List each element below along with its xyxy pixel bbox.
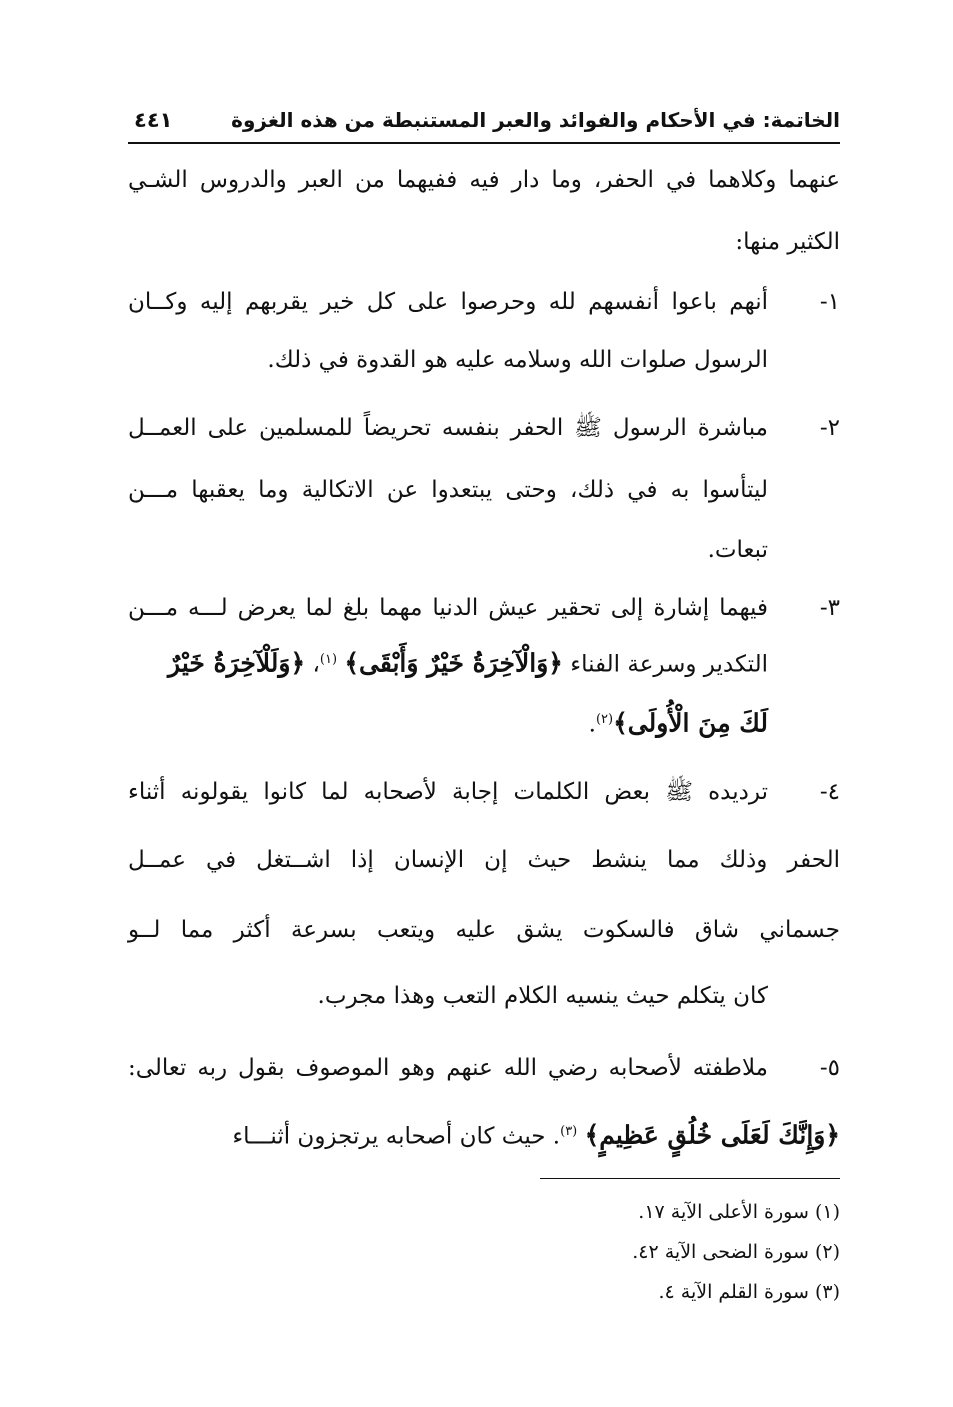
footnote-ref-2: (٢) xyxy=(595,712,614,727)
item-5-line-1: ملاطفته لأصحابه رضي الله عنهم وهو الموصوف بقول ربه تعالى: xyxy=(128,1055,768,1081)
footnote-2: (٢) سورة الضحى الآية ٤٢. xyxy=(632,1241,840,1263)
item-4-line-4: كان يتكلم حيث ينسيه الكلام التعب وهذا مجرب. xyxy=(317,983,768,1009)
item-3-line-3 xyxy=(589,690,768,750)
item-1-line-1: أنهم باعوا أنفسهم لله وحرصوا على كل خير يقربهم إليه وكــان xyxy=(128,289,768,315)
item-3-end: . xyxy=(588,711,596,738)
item-2-number: ٢- xyxy=(819,415,840,441)
item-1-line-2: الرسول صلوات الله وسلامه عليه هو القدوة في ذلك. xyxy=(267,347,768,373)
item-3-line-2 xyxy=(168,630,768,690)
quran-verse-3: ﴿وَإِنَّكَ لَعَلَى خُلُقٍ عَظِيمٍ﴾ xyxy=(584,1120,840,1150)
running-header xyxy=(128,104,840,144)
item-5-number: ٥- xyxy=(819,1055,840,1081)
quran-verse-1: ﴿وَالْآخِرَةُ خَيْرٌ وَأَبْقَى﴾ xyxy=(344,648,563,678)
item-2-line-1: مباشرة الرسول ﷺ الحفر بنفسه تحريضاً للمسلمين على العمــل xyxy=(128,415,768,441)
header-title: الخاتمة: في الأحكام والفوائد والعبر المستنبطة من هذه الغزوة xyxy=(231,108,840,132)
item-3-line-1: فيهما إشارة إلى تحقير عيش الدنيا مهما بلغ لما يعرض لـــه مـــن xyxy=(128,595,768,621)
item-4-line-2: الحفر وذلك مما ينشط حيث إن الإنسان إذا اشــتغل في عمــل xyxy=(128,847,840,873)
item-4-number: ٤- xyxy=(819,779,840,805)
footnote-1: (١) سورة الأعلى الآية ١٧. xyxy=(638,1201,840,1223)
intro-line-2: الكثير منها: xyxy=(735,229,840,255)
item-1-number: ١- xyxy=(819,289,840,315)
footnote-rule xyxy=(540,1178,840,1179)
item-4-line-1: ترديده ﷺ بعض الكلمات إجابة لأصحابه لما كانوا يقولونه أثناء xyxy=(128,779,768,805)
item-2-line-3: تبعات. xyxy=(707,537,768,563)
page-number: ٤٤١ xyxy=(134,108,173,132)
footnote-3: (٣) سورة القلم الآية ٤. xyxy=(658,1281,840,1303)
item-3-line-2-prefix: التكدير وسرعة الفناء xyxy=(570,651,768,678)
item-2-line-2: ليتأسوا به في ذلك، وحتى يبتعدوا عن الاتكالية وما يعقبها مـــن xyxy=(128,477,768,503)
item-5-line-2 xyxy=(128,1102,840,1162)
item-5-line-2-rest: . حيث كان أصحابه يرتجزون أثنـــاء xyxy=(232,1123,561,1150)
header-rule xyxy=(128,142,840,144)
intro-line-1: عنهما وكلاهما في الحفر، وما دار فيه ففيهما من العبر والدروس الشـي xyxy=(128,167,840,193)
footnote-ref-3: (٣) xyxy=(560,1124,578,1139)
separator: ، xyxy=(312,651,320,678)
item-4-line-3: جسماني شاق فالسكوت يشق عليه ويتعب بسرعة أكثر مما لــو xyxy=(128,917,840,943)
footnote-ref-1: (١) xyxy=(319,652,338,667)
item-3-number: ٣- xyxy=(819,595,840,621)
quran-verse-2-part-2: لَكَ مِنَ الْأُولَى﴾ xyxy=(613,708,768,738)
quran-verse-2-part-1: ﴿وَلَلْآخِرَةُ خَيْرٌ xyxy=(168,648,306,678)
